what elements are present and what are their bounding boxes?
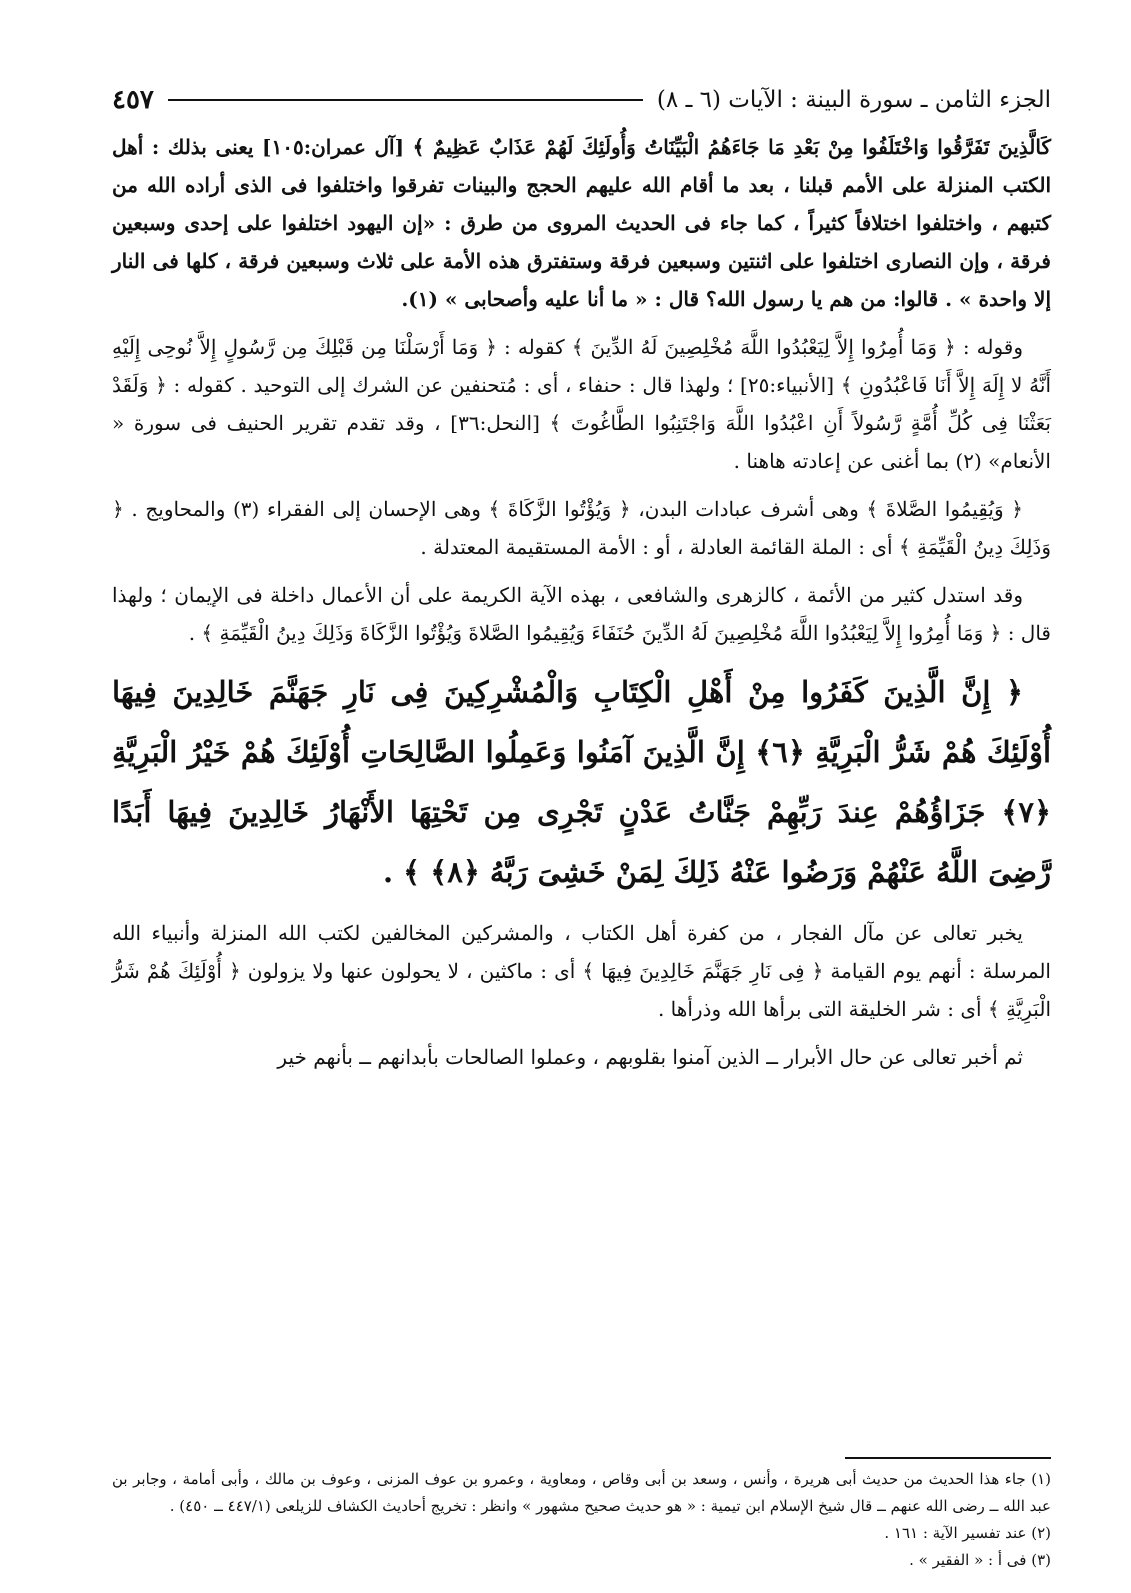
commentary-paragraph-3: [112, 490, 1051, 566]
commentary-paragraph-5: [112, 914, 1051, 1028]
page-number: ٤٥٧: [112, 85, 154, 115]
quran-verses: [112, 662, 1051, 902]
footnote-3: (٣) فى أ : « الفقير » .: [909, 1551, 1051, 1569]
footnotes: [112, 1466, 1051, 1574]
footnote-2: (٢) عند تفسير الآية : ١٦١ .: [884, 1524, 1051, 1542]
commentary-paragraph-2: [112, 328, 1051, 480]
header-rule: [168, 99, 643, 101]
page-body: [112, 128, 1051, 1086]
paragraph-text: وقد استدل كثير من الأئمة ، كالزهرى والشافعى ، بهذه الآية الكريمة على أن الأعمال داخلة فى الإيمان ؛ ولهذا قال : ﴿ وَمَا أُمِرُوا إِلاَّ لِيَعْبُدُوا اللَّهَ مُخْلِصِينَ لَهُ الدِّينَ حُنَفَاءَ وَيُقِيمُوا الصَّلاةَ وَيُؤْتُوا الزَّكَاةَ وَذَلِكَ دِينُ الْقَيِّمَةِ ﴾ .: [112, 583, 1051, 645]
paragraph-text: ﴿ وَيُقِيمُوا الصَّلاةَ ﴾ وهى أشرف عبادات البدن، ﴿ وَيُؤْتُوا الزَّكَاةَ ﴾ وهى الإحسان إلى الفقراء (٣) والمحاويج . ﴿ وَذَلِكَ دِينُ الْقَيِّمَةِ ﴾ أى : الملة القائمة العادلة ، أو : الأمة المستقيمة المعتدلة .: [112, 497, 1051, 559]
paragraph-text: وقوله : ﴿ وَمَا أُمِرُوا إِلاَّ لِيَعْبُدُوا اللَّهَ مُخْلِصِينَ لَهُ الدِّينَ ﴾ كقوله : ﴿ وَمَا أَرْسَلْنَا مِن قَبْلِكَ مِن رَّسُولٍ إِلاَّ نُوحِى إِلَيْهِ أَنَّهُ لا إِلَهَ إِلاَّ أَنَا فَاعْبُدُونِ ﴾ [الأنبياء:٢٥] ؛ ولهذا قال : حنفاء ، أى : مُتحنفين عن الشرك إلى التوحيد . كقوله : ﴿ وَلَقَدْ بَعَثْنَا فِى كُلِّ أُمَّةٍ رَّسُولاً أَنِ اعْبُدُوا اللَّهَ وَاجْتَنِبُوا الطَّاغُوتَ ﴾ [النحل:٣٦] ، وقد تقدم تقرير الحنيف فى سورة « الأنعام» (٢) بما أغنى عن إعادته هاهنا .: [112, 335, 1052, 473]
paragraph-text: كَالَّذِينَ تَفَرَّقُوا وَاخْتَلَفُوا مِنْ بَعْدِ مَا جَاءَهُمُ الْبَيِّنَاتُ وَأُولَئِكَ لَهُمْ عَذَابٌ عَظِيمٌ ﴾ [آل عمران:١٠٥] يعنى بذلك : أهل الكتب المنزلة على الأمم قبلنا ، بعد ما أقام الله عليهم الحجج والبينات تفرقوا واختلفوا فى الذى أراده الله من كتبهم ، واختلفوا اختلافاً كثيراً ، كما جاء فى الحديث المروى من طرق : «إن اليهود اختلفوا على إحدى وسبعين فرقة ، وإن النصارى اختلفوا على اثنتين وسبعين فرقة وستفترق هذه الأمة على ثلاث وسبعين فرقة ، كلها فى النار إلا واحدة » . قالوا: من هم يا رسول الله؟ قال : « ما أنا عليه وأصحابى » (١).: [112, 135, 1051, 311]
footnote-rule: [845, 1457, 1051, 1459]
commentary-paragraph-1: [112, 128, 1051, 318]
verses-text: ﴿ إِنَّ الَّذِينَ كَفَرُوا مِنْ أَهْلِ الْكِتَابِ وَالْمُشْرِكِينَ فِى نَارِ جَهَنَّمَ خَالِدِينَ فِيهَا أُوْلَئِكَ هُمْ شَرُّ الْبَرِيَّةِ ﴿٦﴾ إِنَّ الَّذِينَ آمَنُوا وَعَمِلُوا الصَّالِحَاتِ أُوْلَئِكَ هُمْ خَيْرُ الْبَرِيَّةِ ﴿٧﴾ جَزَاؤُهُمْ عِندَ رَبِّهِمْ جَنَّاتُ عَدْنٍ تَجْرِى مِن تَحْتِهَا الأَنْهَارُ خَالِدِينَ فِيهَا أَبَدًا رَّضِىَ اللَّهُ عَنْهُمْ وَرَضُوا عَنْهُ ذَلِكَ لِمَنْ خَشِىَ رَبَّهُ ﴿٨﴾ ﴾ .: [112, 675, 1051, 889]
running-header: [112, 80, 1051, 120]
commentary-paragraph-6: [112, 1038, 1051, 1076]
paragraph-text: يخبر تعالى عن مآل الفجار ، من كفرة أهل الكتاب ، والمشركين المخالفين لكتب الله المنزلة وأنبياء الله المرسلة : أنهم يوم القيامة ﴿ فِى نَارِ جَهَنَّمَ خَالِدِينَ فِيهَا ﴾ أى : ماكثين ، لا يحولون عنها ولا يزولون ﴿ أُوْلَئِكَ هُمْ شَرُّ الْبَرِيَّةِ ﴾ أى : شر الخليقة التى برأها الله وذرأها .: [112, 921, 1051, 1021]
header-title: الجزء الثامن ـ سورة البينة : الآيات (٦ ـ ٨): [656, 87, 1051, 113]
commentary-paragraph-4: [112, 576, 1051, 652]
footnote-1: (١) جاء هذا الحديث من حديث أبى هريرة ، وأنس ، وسعد بن أبى وقاص ، ومعاوية ، وعمرو بن عوف المزنى ، وعوف بن مالك ، وأبى أمامة ، وجابر بن عبد الله ــ رضى الله عنهم ــ قال شيخ الإسلام ابن تيمية : « هو حديث صحيح مشهور » وانظر : تخريج أحاديث الكشاف للزيلعى (٤٤٧/١ ــ ٤٥٠) .: [112, 1470, 1051, 1515]
paragraph-text: ثم أخبر تعالى عن حال الأبرار ــ الذين آمنوا بقلوبهم ، وعملوا الصالحات بأبدانهم ــ بأنهم خير: [277, 1045, 1023, 1069]
